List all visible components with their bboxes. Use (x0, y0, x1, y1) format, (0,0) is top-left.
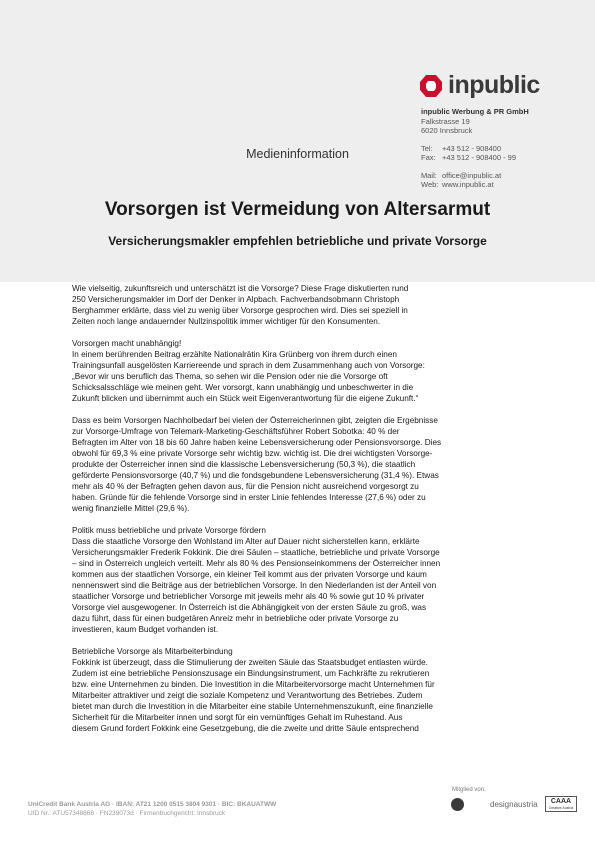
page-subtitle: Versicherungsmakler empfehlen betriebliche und private Vorsorge (108, 234, 487, 248)
paragraph-line: Schicksalsschläge wie meinen geht. Wer vorsorgt, kann unabhängig und unbeschwerter in die (72, 383, 414, 392)
paragraph-line: Trainingsunfall ausgelösten Karriereende und sprach in dem Zusammenhang auch von Vorsorge: (72, 361, 425, 370)
paragraph (72, 646, 524, 734)
paragraph-line: Vorsorge viel ausgewogener. In Österreich ist die Abhängigkeit von der ersten Säule zu groß, was (72, 603, 427, 612)
member-label: Mitglied von: (452, 787, 486, 793)
paragraph (72, 283, 524, 327)
fax-label: Fax: (421, 153, 436, 162)
paragraph-line: Berghammer erklärte, dass viel zu wenig über Vorsorge gesprochen wird. Dies sei speziell in (72, 306, 408, 315)
footer-line-1: UniCredit Bank Austria AG · IBAN: AT21 1200 0515 3804 9301 · BIC: BKAUATWW (28, 801, 277, 808)
tel-value: +43 512 - 908400 (442, 143, 502, 153)
paragraph-line: Fokkink ist überzeugt, dass die Stimulierung der zweiten Säule das Staatsbudget entlasten würde. (72, 658, 428, 667)
footer-line-2: UID Nr.: ATU57348668 · FN239073d · Firmenbuchgericht: Innsbruck (28, 810, 226, 817)
footer-bank-info (28, 800, 276, 818)
member-logos (451, 796, 577, 812)
paragraph-line: bietet man durch die Investition in die Mitarbeiter eine stabile Unternehmenszukunft, eine finanzielle (72, 702, 433, 711)
brand-logo (419, 71, 540, 100)
paragraph (72, 415, 524, 514)
tel-label: Tel: (421, 143, 433, 153)
paragraph-line: Zeiten noch lange andauernder Nullzinspolitik immer wichtiger für den Konsumenten. (72, 317, 381, 326)
paragraph-line: Dass es beim Vorsorgen Nachholbedarf bei vielen der Österreicherinnen gibt, zeigten die Ergebnisse (72, 416, 438, 425)
caaa-logo-text: CAAA (550, 798, 572, 805)
paragraph-line: Versicherungsmakler Frederik Fokkink. Die drei Säulen – staatliche, betriebliche und private Vorsorge (72, 548, 440, 557)
paragraph-line: Dass die staatliche Vorsorge den Wohlstand im Alter auf Dauer nicht sicherstellen kann, erklärte (72, 537, 420, 546)
paragraph-line: 250 Versicherungsmakler im Dorf der Denker in Alpbach. Fachverbandsobmann Christoph (72, 295, 400, 304)
street-address: Falkstrasse 19 (421, 116, 470, 126)
body-text (72, 283, 524, 745)
company-name: inpublic Werbung & PR GmbH (421, 107, 529, 116)
paragraph-line: geförderte Pensionsvorsorge (40,7 %) und die fondsgebundene Lebensversicherung (31,4 %). Etwas (72, 471, 439, 480)
section-heading: Vorsorgen macht unabhängig! (72, 339, 182, 348)
paragraph-line: obwohl für 69,3 % eine private Vorsorge sehr wichtig bzw. wichtig ist. Die drei wichtigsten Vorsorge- (72, 449, 433, 458)
fax-value: +43 512 - 908400 - 99 (442, 153, 517, 162)
paragraph-line: mehr als 40 % der Befragten gehen davon aus, für die Pension nicht ausreichend vorgesorgt zu (72, 482, 419, 491)
mail-value[interactable]: office@inpublic.at (442, 170, 502, 180)
paragraph-line: In einem berührenden Beitrag erzählte Nationalrätin Kira Grünberg von ihrem durch einen (72, 350, 397, 359)
web-row (421, 180, 529, 190)
paragraph-line: kommen aus der staatlichen Vorsorge, ein kleiner Teil kommt aus der privaten Vorsorge und kaum (72, 570, 427, 579)
paragraph (72, 525, 524, 635)
paragraph-line: zur Vorsorge-Umfrage von Telemark-Marketing-Geschäftsführer Robert Sobotka: 40 % der (72, 427, 400, 436)
paragraph-line: Zukunft blicken und übernimmt auch ein Stück weit Eigenverantwortung für die eigene Zukunft.“ (72, 394, 419, 403)
paragraph-line: investieren, kaum Budget vorhanden ist. (72, 625, 219, 634)
caaa-logo (545, 796, 578, 812)
paragraph-line: Zudem ist eine betriebliche Pensionszusage ein Bindungsinstrument, um Fachkräfte zu rekrutieren (72, 669, 430, 678)
paragraph-line: wenig finanzielle Mittel (29,6 %). (72, 504, 190, 513)
inpublic-logo-icon (419, 74, 443, 98)
paragraph-line: dazu führt, dass für einen budgetären Anreiz mehr in betriebliche oder private Vorsorge zu (72, 614, 399, 623)
association-circle-icon (451, 798, 464, 811)
designaustria-logo: designaustria (490, 799, 538, 809)
section-heading: Betriebliche Vorsorge als Mitarbeiterbindung (72, 647, 233, 656)
page-title: Vorsorgen ist Vermeidung von Altersarmut (104, 199, 491, 220)
paragraph-line: – sind in Österreich ungleich verteilt. Mehr als 80 % des Pensionseinkommens der Österreicher innen (72, 559, 441, 568)
web-label: Web: (421, 180, 439, 189)
paragraph-line: Mitarbeiter attraktiver und zeigt die soziale Kompetenz und Verantwortung des Betriebes. Zudem (72, 691, 423, 700)
mail-row (421, 171, 529, 181)
paragraph-line: bzw. eine Unternehmen zu binden. Die Investition in die Mitarbeitervorsorge macht Unternehmen für (72, 680, 435, 689)
paragraph-line: haben. Gründe für die fehlende Vorsorge sind in erster Linie fehlendes Interesse (27,6 %) oder zu (72, 493, 426, 502)
document-type-label: Medieninformation (246, 147, 349, 161)
paragraph (72, 338, 524, 404)
brand-name: inpublic (448, 71, 540, 99)
city-address: 6020 Innsbruck (421, 126, 473, 135)
paragraph-line: Befragten im Alter von 18 bis 60 Jahre haben keine Lebensversicherung oder Pensionsvorsorge. Dies (72, 438, 442, 447)
web-value[interactable]: www.inpublic.at (442, 180, 494, 189)
paragraph-line: nennenswert sind die Beiträge aus der betrieblichen Vorsorge. In den Niederlanden ist der Anteil von (72, 581, 437, 590)
section-heading: Politik muss betriebliche und private Vorsorge fördern (72, 526, 266, 535)
paragraph-line: Wie vielseitig, zukunftsreich und unterschätzt ist die Vorsorge? Diese Frage diskutierten rund (72, 284, 409, 293)
paragraph-line: Sicherheit für die Mitarbeiter innen und sorgt für ein vernünftiges Gehalt im Ruhestand. Aus (72, 713, 403, 722)
mail-label: Mail: (421, 170, 437, 180)
paragraph-line: diesem Grund fordert Fokkink eine Gesetzgebung, die die zweite und dritte Säule entsprechend (72, 724, 419, 733)
caaa-logo-subtext: Creative Austria (548, 806, 574, 810)
paragraph-line: staatlicher Vorsorge und betrieblicher Vorsorge mit jeweils mehr als 40 % sowie gut 10 % privater (72, 592, 425, 601)
paragraph-line: produkte der Österreicher innen sind die klassische Lebensversicherung (50,3 %), die staatlich (72, 460, 416, 469)
paragraph-line: „Bevor wir uns beruflich das Thema, so sehen wir die Pension oder nie die Vorsorge oft (72, 372, 388, 381)
